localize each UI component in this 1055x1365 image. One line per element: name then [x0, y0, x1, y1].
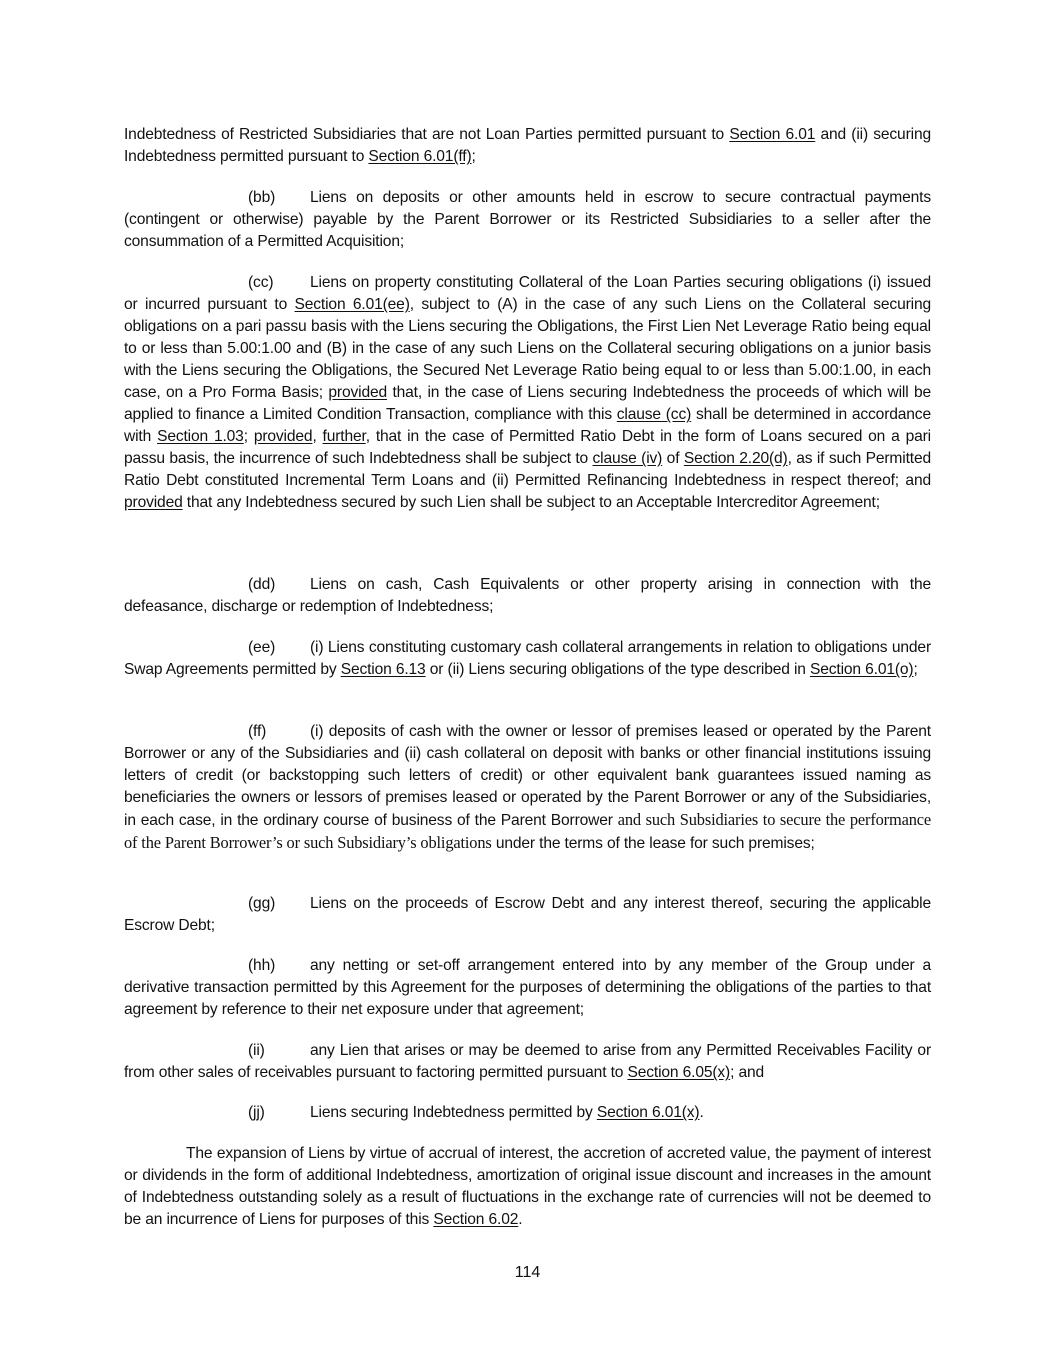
clause-jj: (jj) Liens securing Indebtedness permitted by Section 6.01(x).	[124, 1102, 931, 1124]
clause-text: Liens on cash, Cash Equivalents or other property arising in connection with the defeasance, discharge or redemption of Indebtedness;	[124, 576, 931, 615]
continued-paragraph: Indebtedness of Restricted Subsidiaries that are not Loan Parties permitted pursuant to Section 6.01 and (ii) securing Indebtedness permitted pursuant to Section 6.01(ff);	[124, 126, 931, 165]
clause-label: (dd)	[248, 576, 276, 593]
proviso-term: further	[322, 428, 366, 445]
clause-label: (gg)	[248, 895, 276, 912]
proviso-term: provided	[328, 384, 388, 401]
section-reference: Section 6.01(x)	[596, 1104, 700, 1121]
clause-text: any netting or set-off arrangement entered into by any member of the Group under a derivative transaction permitted by this Agreement for the purposes of determining the obligations of the parties to that agreement by reference to their net exposure under that agreement;	[124, 957, 931, 1018]
clause-label: (ii)	[248, 1042, 265, 1059]
section-reference: Section 1.03	[157, 428, 244, 445]
clause-text: Liens on deposits or other amounts held in escrow to secure contractual payments (contingent or otherwise) payable by the Parent Borrower or its Restricted Subsidiaries to a seller after the consummation of a Permitted Acquisition;	[124, 189, 931, 250]
clause-label: (ee)	[248, 639, 276, 656]
section-reference: Section 6.13	[340, 661, 426, 678]
section-reference: Section 2.20(d)	[683, 450, 788, 467]
clause-ee: (ee) (i) Liens constituting customary cash collateral arrangements in relation to obligations under Swap Agreements permitted by Section 6.13 or (ii) Liens securing obligations of the type described in Section 6.01(o);	[124, 639, 931, 678]
clause-label: (ff)	[248, 723, 267, 740]
proviso-term: provided	[253, 428, 313, 445]
clause-label: (cc)	[248, 274, 274, 291]
clause-ff: (ff) (i) deposits of cash with the owner or lessor of premises leased or operated by the Parent Borrower or any of the Subsidiaries and (ii) cash collateral on deposit with banks or other financial institutions issuing letters of credit (or backstopping such letters of credit) or other equivalent bank guarantees issued naming as beneficiaries the owners or lessors of premises leased or operated by the Parent Borrower or any of the Subsidiaries, in each case, in the ordinary course of business of the Parent Borrower and such Subsidiaries to secure the performance of the Parent Borrower’s or such Subsidiary’s obligations under the terms of the lease for such premises;	[124, 723, 931, 852]
section-reference: Section 6.01(ff)	[368, 148, 472, 165]
section-reference: Section 6.05(x)	[627, 1064, 731, 1081]
clause-label: (jj)	[248, 1104, 265, 1121]
clause-reference: clause (iv)	[592, 450, 663, 467]
page-number: 114	[514, 1264, 541, 1281]
proviso-term: provided	[124, 494, 183, 511]
section-reference: Section 6.01	[729, 126, 816, 143]
clause-label: (hh)	[248, 957, 276, 974]
clause-ii: (ii) any Lien that arises or may be deemed to arise from any Permitted Receivables Facility or from other sales of receivables pursuant to factoring permitted pursuant to Section 6.05(x); and	[124, 1042, 931, 1081]
clause-bb	[124, 187, 931, 253]
closing-paragraph: The expansion of Liens by virtue of accrual of interest, the accretion of accreted value, the payment of interest or dividends in the form of additional Indebtedness, amortization of original issue discount and increases in the amount of Indebtedness outstanding solely as a result of fluctuations in the exchange rate of currencies will not be deemed to be an incurrence of Liens for purposes of this Section 6.02.	[124, 1145, 931, 1228]
clause-cc: (cc) Liens on property constituting Collateral of the Loan Parties securing obligations (i) issued or incurred pursuant to Section 6.01(ee), subject to (A) in the case of any such Liens on the Collateral securing obligations on a pari passu basis with the Liens securing the Obligations, the First Lien Net Leverage Ratio being equal to or less than 5.00:1.00 and (B) in the case of any such Liens on the Collateral securing obligations on a junior basis with the Liens securing the Obligations, the Secured Net Leverage Ratio being equal to or less than 5.00:1.00, in each case, on a Pro Forma Basis; provided that, in the case of Liens securing Indebtedness the proceeds of which will be applied to finance a Limited Condition Transaction, compliance with this clause (cc) shall be determined in accordance with Section 1.03; provided, further, that in the case of Permitted Ratio Debt in the form of Loans secured on a pari passu basis, the incurrence of such Indebtedness shall be subject to clause (iv) of Section 2.20(d), as if such Permitted Ratio Debt constituted Incremental Term Loans and (ii) Permitted Refinancing Indebtedness in respect thereof; and provided that any Indebtedness secured by such Lien shall be subject to an Acceptable Intercreditor Agreement;	[124, 274, 931, 511]
clause-text: Liens on the proceeds of Escrow Debt and any interest thereof, securing the applicable Escrow Debt;	[124, 895, 931, 934]
clause-dd	[124, 574, 931, 618]
clause-label: (bb)	[248, 189, 276, 206]
section-reference: Section 6.01(ee)	[294, 296, 410, 313]
section-reference: Section 6.02	[433, 1211, 519, 1228]
section-reference: Section 6.01(o)	[809, 661, 914, 678]
clause-hh	[124, 955, 931, 1021]
clause-reference: clause (cc)	[616, 406, 692, 423]
clause-gg	[124, 893, 931, 937]
